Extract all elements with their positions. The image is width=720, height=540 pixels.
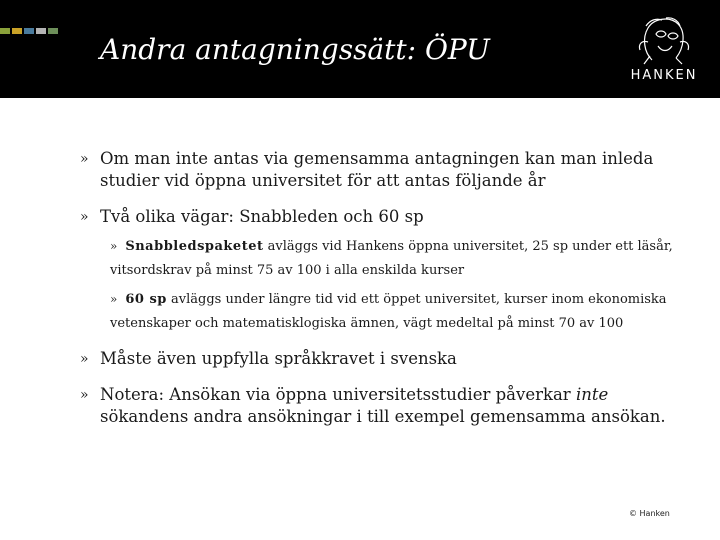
sub-bullet-bold: Snabbledspaketet — [125, 239, 264, 254]
sub-bullet-text: avläggs vid Hankens öppna universitet, 25 sp under ett läsår, vitsordskrav på minst 75 av 100 i alla enskilda kurser — [110, 239, 673, 278]
bullet-item — [80, 384, 680, 428]
slide-content — [80, 148, 680, 442]
sub-bullet-item — [110, 234, 680, 283]
sub-bullet-text: avläggs under längre tid vid ett öppet universitet, kurser inom ekonomiska vetenskaper och matematisklogiska ämnen, vägt medeltal på minst 70 av 100 — [110, 292, 667, 331]
bullet-marker: » — [80, 209, 89, 225]
bullet-text: Notera: Ansökan via öppna universitetsstudier påverkar — [100, 385, 576, 404]
bullet-item — [80, 348, 680, 370]
bullet-text: Måste även uppfylla språkkravet i svenska — [100, 349, 457, 368]
owl-emblem-icon — [622, 12, 706, 68]
bullet-text: Om man inte antas via gemensamma antagningen kan man inleda studier vid öppna universitet för att antas följande år — [100, 149, 654, 190]
bullet-item — [80, 206, 680, 228]
bullet-marker: » — [80, 387, 89, 403]
slide-title: Andra antagningssätt: ÖPU — [100, 33, 490, 66]
swatch — [36, 28, 46, 34]
bullet-text: sökandens andra ansökningar i till exempel gemensamma ansökan. — [100, 407, 666, 426]
sub-bullet-bold: 60 sp — [125, 292, 167, 307]
color-swatches — [0, 28, 60, 34]
bullet-marker: » — [80, 151, 89, 167]
bullet-emphasis: inte — [575, 385, 609, 404]
swatch — [12, 28, 22, 34]
bullet-marker: » — [80, 351, 89, 367]
sub-bullet-item — [110, 287, 680, 336]
slide-header — [0, 0, 720, 98]
swatch — [24, 28, 34, 34]
swatch — [48, 28, 58, 34]
logo-wordmark: HANKEN — [630, 68, 698, 83]
sub-bullet-marker: » — [110, 292, 118, 306]
swatch — [0, 28, 10, 34]
sub-bullet-marker: » — [110, 239, 118, 253]
bullet-item — [80, 148, 680, 192]
copyright-text: © Hanken — [629, 509, 670, 518]
bullet-text: Två olika vägar: Snabbleden och 60 sp — [100, 207, 424, 226]
hanken-logo — [622, 12, 706, 92]
